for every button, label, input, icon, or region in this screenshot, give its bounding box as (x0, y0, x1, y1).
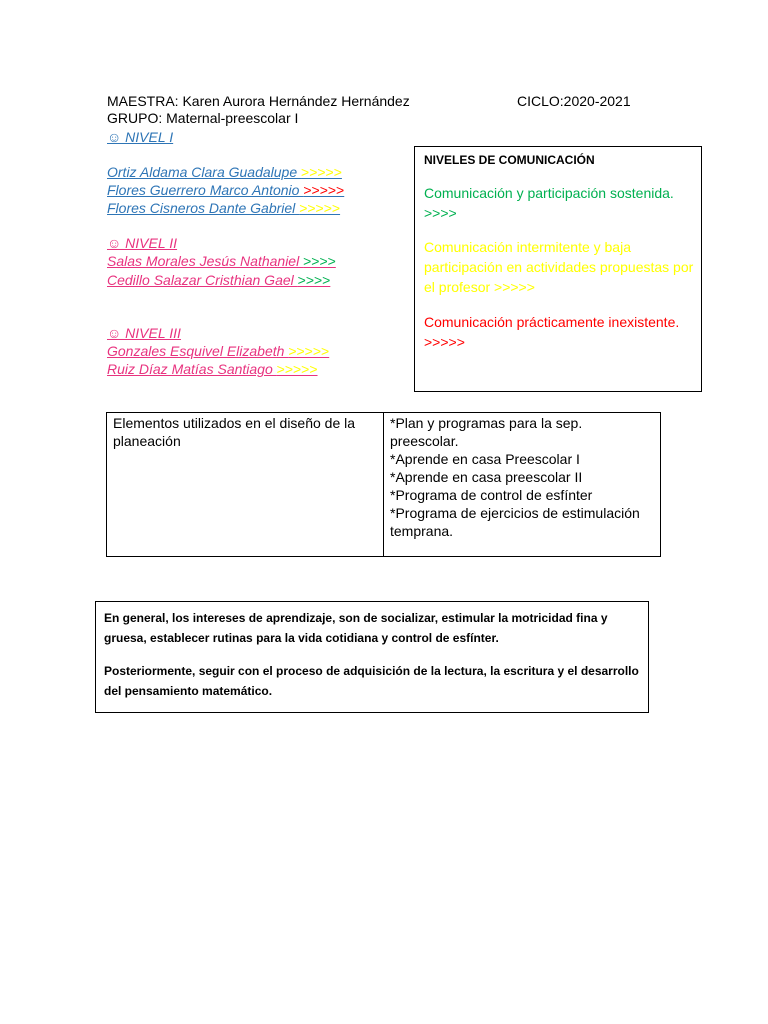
student-name[interactable]: Ruiz Díaz Matías Santiago (107, 361, 277, 377)
student-item[interactable] (107, 163, 342, 181)
student-name[interactable]: Cedillo Salazar Cristhian Gael (107, 272, 298, 288)
student-name[interactable]: Gonzales Esquivel Elizabeth (107, 343, 289, 359)
level-arrows: >>>>> (276, 361, 318, 377)
level-description-nonexistent: Comunicación prácticamente inexistente. >>>>> (424, 314, 680, 350)
resource-line: *Aprende en casa Preescolar I (390, 451, 580, 467)
student-item[interactable] (107, 199, 340, 217)
communication-levels-box (414, 146, 702, 392)
resource-line: *Programa de control de esfínter (390, 487, 593, 503)
resource-line: *Plan y programas para la sep. preescolar. (390, 415, 583, 449)
level-arrows: >>>> (297, 272, 331, 288)
level-2-title[interactable]: ☺ NIVEL II (107, 235, 178, 251)
level-arrows: >>>> (303, 253, 336, 269)
student-name[interactable]: Flores Guerrero Marco Antonio (107, 182, 304, 198)
cycle-line: CICLO:2020-2021 (517, 93, 631, 109)
level-description-sustained: Comunicación y participación sostenida. >>>> (424, 185, 674, 221)
level-description-intermittent: Comunicación intermitente y baja participación en actividades propuestas por el profesor >>>>> (424, 239, 694, 295)
student-item[interactable] (107, 252, 336, 270)
planning-elements-table (106, 412, 661, 557)
table-cell-resources (384, 413, 661, 557)
student-name[interactable]: Salas Morales Jesús Nathaniel (107, 253, 304, 269)
student-item[interactable] (107, 342, 329, 360)
level-1-title[interactable]: ☺ NIVEL I (107, 129, 174, 145)
student-name[interactable]: Flores Cisneros Dante Gabriel (107, 200, 300, 216)
resource-line: *Programa de ejercicios de estimulación temprana. (390, 505, 640, 539)
notes-paragraph: En general, los intereses de aprendizaje, son de socializar, estimular la motricidad fina y gruesa, establecer rutinas para la vida cotidiana y control de esfínter. (104, 611, 608, 645)
notes-paragraph: Posteriormente, seguir con el proceso de adquisición de la lectura, la escritura y el desarrollo del pensamiento matemático. (104, 664, 639, 698)
level-arrows: >>>>> (303, 182, 345, 198)
student-item[interactable] (107, 181, 344, 199)
table-row (107, 413, 661, 557)
student-item[interactable] (107, 360, 318, 378)
group-line: GRUPO: Maternal-preescolar I (107, 110, 299, 126)
learning-interests-box (95, 601, 649, 713)
level-arrows: >>>>> (299, 200, 341, 216)
table-cell-label: Elementos utilizados en el diseño de la planeación (107, 413, 384, 557)
level-arrows: >>>>> (288, 343, 330, 359)
level-3-title[interactable]: ☺ NIVEL III (107, 325, 181, 341)
student-name[interactable]: Ortiz Aldama Clara Guadalupe (107, 164, 302, 180)
level-arrows: >>>>> (301, 164, 342, 180)
teacher-line: MAESTRA: Karen Aurora Hernández Hernández (107, 93, 410, 109)
resource-line: *Aprende en casa preescolar II (390, 469, 583, 485)
communication-levels-title: NIVELES DE COMUNICACIÓN (424, 153, 595, 167)
student-item[interactable] (107, 271, 330, 289)
